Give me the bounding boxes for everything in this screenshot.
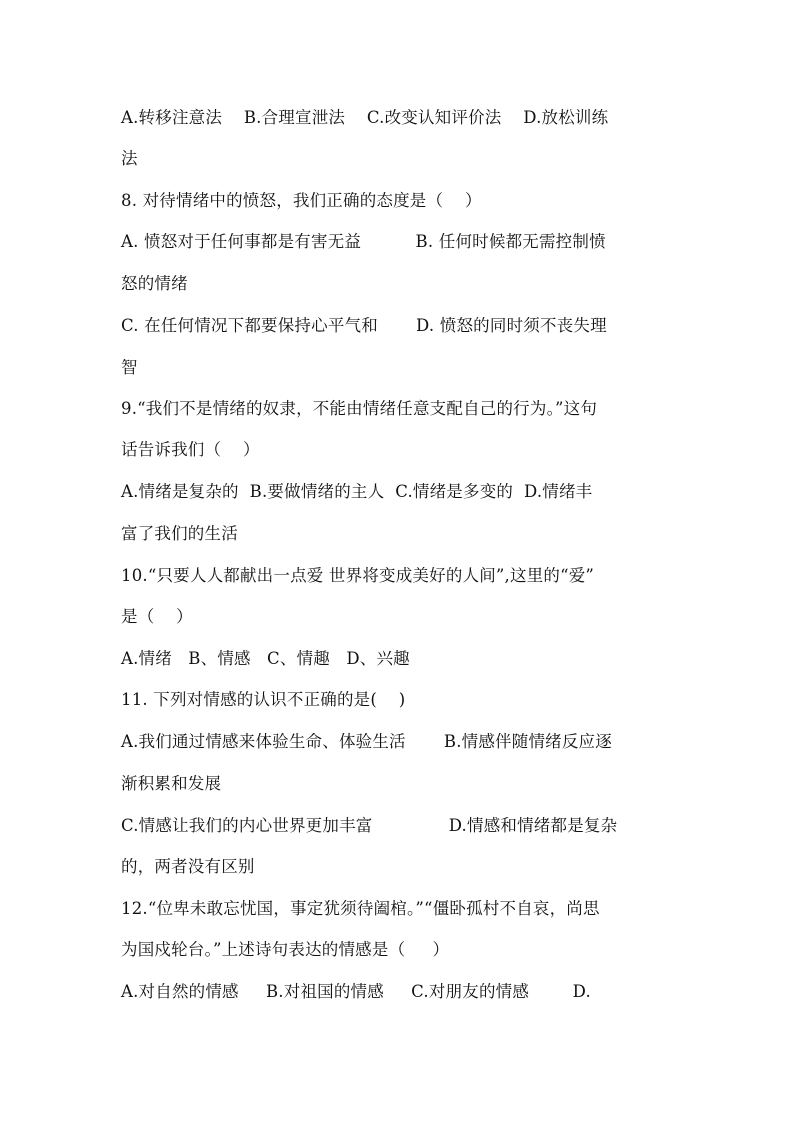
text-line: A.转移注意法 B.合理宣泄法 C.改变认知评价法 D.放松训练 [121, 108, 609, 127]
text-line: 渐积累和发展 [121, 774, 222, 793]
text-line: 智 [121, 358, 138, 377]
text-line: 的，两者没有区别 [121, 857, 255, 876]
question-8: 8. 对待情绪中的愤怒，我们正确的态度是（ ） [121, 191, 482, 210]
text-line: 富了我们的生活 [121, 524, 238, 543]
text-line: 法 [121, 149, 138, 168]
question-10: 10.“只要人人都献出一点爱 世界将变成美好的人间”,这里的“爱” [121, 566, 595, 585]
text-line: 为国戍轮台。”上述诗句表达的情感是（ ） [121, 940, 450, 959]
text-line: C.情感让我们的内心世界更加丰富 D.情感和情绪都是复杂 [121, 816, 618, 835]
question-11: 11. 下列对情感的认识不正确的是( ) [121, 690, 406, 709]
text-line: A.我们通过情感来体验生命、体验生活 B.情感伴随情绪反应逐 [121, 732, 612, 751]
text-line: A.情绪 B、情感 C、情趣 D、兴趣 [121, 649, 410, 668]
question-12: 12.“位卑未敢忘忧国，事定犹须待阖棺。”“僵卧孤村不自哀，尚思 [121, 899, 600, 918]
text-line: A.对自然的情感 B.对祖国的情感 C.对朋友的情感 D. [121, 982, 591, 1001]
text-line: A.情绪是复杂的 B.要做情绪的主人 C.情绪是多变的 D.情绪丰 [121, 482, 593, 501]
text-line: 话告诉我们（ ） [121, 440, 260, 459]
text-line: C. 在任何情况下都要保持心平气和 D. 愤怒的同时须不丧失理 [121, 316, 607, 335]
text-line: 怒的情绪 [121, 274, 188, 293]
text-line: 是（ ） [121, 607, 193, 626]
question-9: 9.“我们不是情绪的奴隶，不能由情绪任意支配自己的行为。”这句 [121, 399, 598, 418]
text-line: A. 愤怒对于任何事都是有害无益 B. 任何时候都无需控制愤 [121, 232, 606, 251]
